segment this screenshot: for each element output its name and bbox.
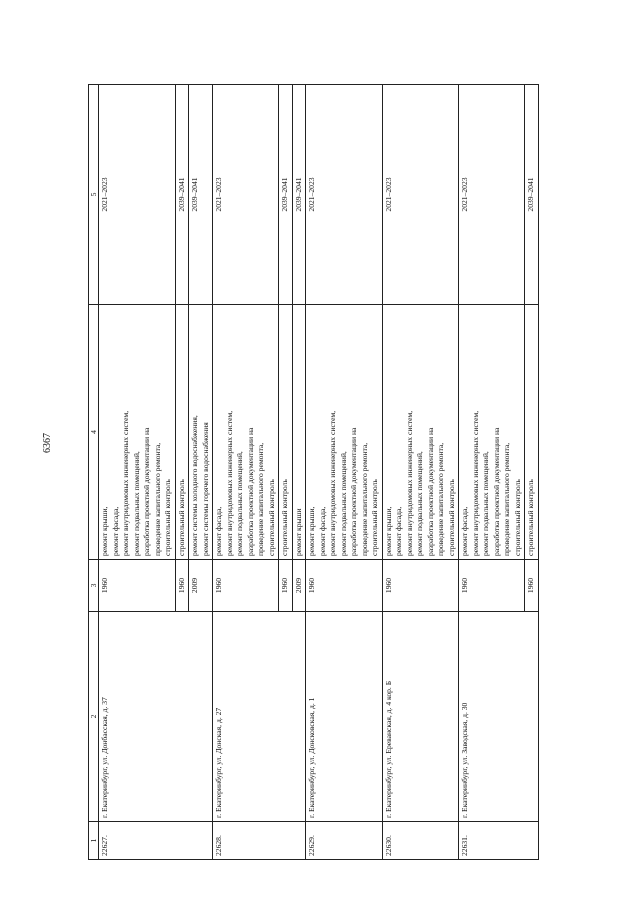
work-item: ремонт внутридомовых инженерных систем, [224,410,234,556]
work-item: разработка проектной документации на [142,427,151,556]
header-col-2: 2 [89,612,99,822]
commission-year: 1960 [175,560,189,612]
work-item: ремонт фасада, [460,506,469,556]
works-list [213,305,279,560]
table-row [306,85,383,860]
work-item: ремонт внутридомовых инженерных систем, [328,410,337,556]
commission-year: 1960 [306,560,383,612]
works-list [175,305,189,560]
header-col-5: 5 [89,85,99,305]
work-item: проведение капитального ремонта, [152,442,162,556]
work-item: ремонт крыши, [307,506,316,556]
building-address: г. Екатеринбург, ул. Донсковская, д. 1 [306,612,383,822]
repair-period: 2039–2041 [279,85,293,305]
work-item: проведение капитального ремонта, [502,442,511,556]
work-item: ремонт системы горячего водоснабжения [200,422,210,556]
work-item: ремонт внутридомовых инженерных систем, [121,410,130,556]
work-item: строительный контроль [370,479,379,556]
work-item: разработка проектной документации на [349,427,358,556]
work-item: ремонт крыши, [100,506,109,556]
work-item: ремонт внутридомовых инженерных систем, [404,410,414,556]
rotated-table-page [88,85,603,860]
table-row [99,85,176,860]
commission-year: 2009 [292,560,306,612]
works-list [459,305,525,560]
repair-period: 2039–2041 [292,85,306,305]
repair-period: 2021–2023 [213,85,279,305]
work-item: ремонт фасада, [110,506,120,556]
table-row [213,85,279,860]
table-row [382,85,459,860]
works-list [382,305,459,560]
repair-schedule-table [88,84,539,860]
page-number: 6367 [42,433,53,453]
work-item: строительный контроль [176,479,186,556]
work-item: ремонт подвальных помещений, [481,451,490,556]
works-list [292,305,306,560]
works-list [279,305,293,560]
row-number: 22627. [99,822,213,860]
table-row [459,85,525,860]
building-address: г. Екатеринбург, ул. Ереванская, д. 4 кор. Б [382,612,459,822]
commission-year: 1960 [382,560,459,612]
commission-year: 2009 [189,560,213,612]
works-list [525,305,539,560]
works-list [306,305,383,560]
work-item: проведение капитального ремонта, [436,442,445,556]
works-list [189,305,213,560]
work-item: ремонт подвальных помещений, [235,451,244,556]
repair-period: 2039–2041 [175,85,189,305]
work-item: строительный контроль [446,479,456,556]
work-item: разработка проектной документации на [491,427,501,556]
building-address: г. Екатеринбург, ул. Донская, д. 27 [213,612,306,822]
work-item: строительный контроль [266,479,276,556]
repair-period: 2021–2023 [382,85,459,305]
work-item: ремонт системы холодного водоснабжения, [190,415,199,556]
work-item: ремонт крыши [293,508,303,556]
work-item: разработка проектной документации на [425,427,435,556]
work-item: ремонт подвальных помещений, [338,451,348,556]
work-item: проведение капитального ремонта, [359,442,369,556]
header-col-4: 4 [89,305,99,560]
row-number: 22631. [459,822,539,860]
work-item: строительный контроль [526,479,535,556]
header-col-1: 1 [89,822,99,860]
repair-period: 2021–2023 [306,85,383,305]
work-item: ремонт подвальных помещений, [415,451,424,556]
work-item: ремонт фасада, [317,506,327,556]
work-item: строительный контроль [163,479,172,556]
work-item: проведение капитального ремонта, [256,442,265,556]
commission-year: 1960 [213,560,279,612]
repair-period: 2039–2041 [525,85,539,305]
row-number: 22629. [306,822,383,860]
work-item: ремонт внутридомовых инженерных систем, [470,410,480,556]
work-item: ремонт подвальных помещений, [131,451,141,556]
table-body [99,85,539,860]
work-item: ремонт фасада, [394,506,403,556]
work-item: строительный контроль [512,479,522,556]
work-item: строительный контроль [280,479,289,556]
header-col-3: 3 [89,560,99,612]
work-item: ремонт крыши, [383,506,393,556]
work-item: ремонт фасада, [214,506,223,556]
repair-period: 2039–2041 [189,85,213,305]
building-address: г. Екатеринбург, ул. Донбасская, д. 37 [99,612,213,822]
repair-period: 2021–2023 [459,85,525,305]
row-number: 22630. [382,822,459,860]
commission-year: 1960 [279,560,293,612]
building-address: г. Екатеринбург, ул. Заводская, д. 30 [459,612,539,822]
repair-period: 2021–2023 [99,85,176,305]
commission-year: 1960 [99,560,176,612]
works-list [99,305,176,560]
work-item: разработка проектной документации на [245,427,255,556]
column-number-header [89,85,99,860]
row-number: 22628. [213,822,306,860]
commission-year: 1960 [525,560,539,612]
commission-year: 1960 [459,560,525,612]
